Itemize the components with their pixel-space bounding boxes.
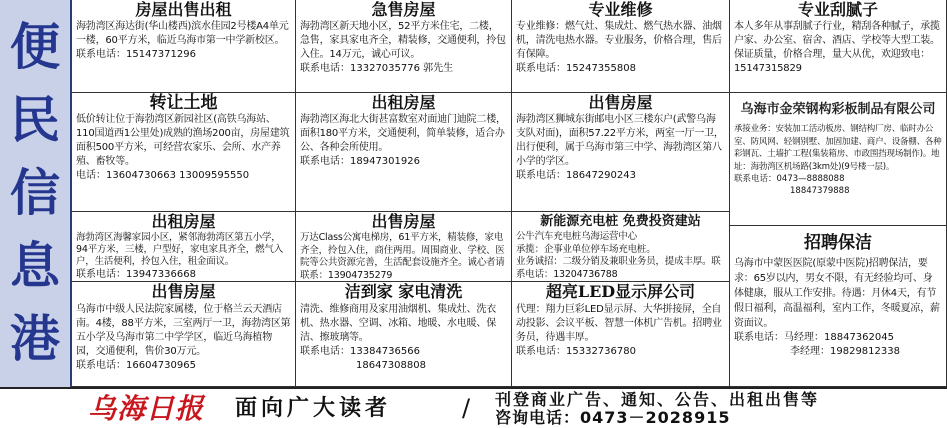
- ad-contact: 联系电话：13384736566: [300, 346, 420, 357]
- ad-led-display: [512, 282, 730, 387]
- ad-title: 新能源充电桩 免费投资建站: [540, 214, 701, 229]
- ad-contact: 联系电话：16604730965: [76, 360, 196, 371]
- ad-contact: 联系电话：15247355808: [516, 63, 636, 74]
- ad-body: 承接业务：安装加工活动板房、钢结构厂房、临时办公室、防风网、轻钢别墅、加固加建、商户、设备棚、各种彩钢瓦、土墙扩工程(集装箱房、市政围挡现场制作)。地址：海勃湾区机场路(3km处)(9号楼一层)。: [734, 124, 942, 172]
- ad-house-sale-rent: [72, 0, 296, 93]
- ad-repair: [512, 0, 730, 93]
- side-title-char: 港: [10, 309, 60, 368]
- ad-title: 招聘保洁: [804, 233, 872, 253]
- ad-land-transfer: [72, 93, 296, 212]
- footer-banner: [0, 387, 947, 428]
- ad-body: 海勃湾区海达街(华山楼西)滨水佳园2号楼A4单元一楼，60平方米，临近乌海市第一中学新校区。: [76, 21, 289, 46]
- banner-phone: 咨询电话：0473－2028915: [495, 408, 731, 427]
- ad-sale-apartment: [296, 212, 512, 282]
- ad-contact: 联系电话：15147371296: [76, 49, 196, 60]
- ad-rent-house: [296, 93, 512, 212]
- banner-slogan: 面向广大读者: [235, 395, 392, 421]
- ad-body: 代理：翔力巨彩LED显示屏、大华拼接屏，全自动投影、会议平板、智慧一体机广告机。招聘业务员，待遇丰厚。: [516, 304, 722, 343]
- ad-body: 海勃湾区狮城东街邮电小区三楼东户(武警乌海支队对面)，面积57.22平方米，两室一厅一卫，出行便利，属于乌海市第三中学、海勃湾区第八小学的学区。: [516, 114, 724, 167]
- ad-contact: 联系电话：13327035776 郭先生: [300, 63, 454, 74]
- ad-contact: 李经理：19829812338: [790, 346, 900, 357]
- side-title-char: 民: [10, 90, 60, 149]
- ad-title: 洁到家 家电清洗: [344, 282, 463, 301]
- banner-services: 刊登商业广告、通知、公告、出租出售等: [495, 390, 820, 409]
- ad-title: 乌海市金荣钢构彩板制品有限公司: [740, 102, 936, 117]
- ad-title: 出售房屋: [371, 212, 436, 231]
- ad-contact: 联系电话：13947336668: [76, 269, 196, 280]
- ad-body: 海勃湾区新天地小区，52平方米住宅，二楼，急售，家具家电齐全，精装修，交通便利，拎包入住。14万元，诚心可议。: [300, 21, 506, 60]
- ad-title: 房屋出售出租: [135, 0, 232, 19]
- ad-contact: 联系电话：18947301926: [300, 156, 420, 167]
- ad-title: 转让土地: [149, 93, 218, 113]
- ad-sale-house-court: [72, 282, 296, 387]
- ad-title: 出租房屋: [151, 212, 216, 231]
- ad-title: 出租房屋: [371, 93, 436, 112]
- ad-body: 海勃湾区海馨家园小区，紧邻海勃湾区第五小学，94平方米，三楼，户型好，家电家具齐全，燃气入户，生活便利，拎包入住，租金面议。: [76, 232, 283, 267]
- ad-title: 专业维修: [588, 0, 653, 19]
- ads-grid: [72, 0, 947, 387]
- ad-body: 公牛汽车充电桩乌海运营中心 承揽：企事业单位停车场充电桩。 业务诚招：二级分销及兼职业务员，提成丰厚。联系电话：13204736788: [516, 231, 721, 280]
- ad-body: 专业维修：燃气灶、集成灶、燃气热水器、油烟机，清洗电热水器。专业服务，价格合理，售后有保障。: [516, 21, 722, 60]
- ad-title: 专业刮腻子: [797, 0, 878, 19]
- ad-urgent-sale: [296, 0, 512, 93]
- ad-contact: 电话：13604730663 13009595550: [76, 170, 250, 181]
- ad-contact: 18847379888: [790, 186, 850, 196]
- ad-body: 清洗、维修商用及家用油烟机、集成灶、洗衣机、热水器、空调、冰箱、地暖、水电暖、保洁、擦玻璃等。: [300, 304, 496, 343]
- ad-putty: [730, 0, 947, 93]
- ad-body: 万达Class公寓电梯房，61平方米，精装修，家电齐全，拎包入住，商住两用。周围商业、学校、医院等公共资源完善，生活配套设施齐全。诚心者请联系：13904735279: [300, 232, 505, 281]
- side-title-char: 息: [10, 236, 60, 295]
- ad-title: 出售房屋: [588, 93, 653, 112]
- side-title-char: 便: [10, 17, 60, 76]
- ad-body: 海勃湾区海北大街甚富数室对面迪门迪院二楼，面积180平方米，交通便利，简单装修，适合办公、各种会所使用。: [300, 114, 506, 153]
- ad-contact: 联系电话：15332736780: [516, 346, 636, 357]
- ad-contact: 18647308808: [356, 360, 426, 371]
- ad-sale-house: [512, 93, 730, 212]
- ad-body: 乌海市中蒙医医院(原蒙中医院)招聘保洁，要求：65岁以内，男女不限，有无经验均可、身体健康，服从工作安排。待遇：月休4天，有节假日福利，高温福利，室内工作，冬暖夏凉，薪资面议。: [734, 258, 940, 329]
- ad-body: 乌海市中级人民法院家属楼，位于格兰云天酒店南。4楼，88平方米，三室两厅一卫，海勃湾区第五小学及乌海市第二中学学区，临近乌海植物园，交通便利，售价30万元。: [76, 304, 291, 357]
- ad-charging-pile: [512, 212, 730, 282]
- ad-title: 急售房屋: [371, 0, 436, 19]
- ad-body: 低价转让位于海勃湾区新园社区(高铁乌海站、110国道西1公里处)成熟的渔场200亩，房屋建筑面积500平方米，可经营农家乐、会所、水产养殖、畜牧等。: [76, 114, 290, 167]
- ad-body: 本人多年从事刮腻子行业，精刮各种腻子，承揽户家、办公室、宿舍、酒店、学校等大型工装。保证质量，价格合理，量大从优，欢迎致电：15147315829: [734, 21, 940, 74]
- ad-cleaner-recruit: [730, 226, 947, 387]
- ad-contact: 联系电话：18647290243: [516, 170, 636, 181]
- ad-title: 超亮LED显示屏公司: [545, 282, 696, 301]
- banner-divider: /: [462, 394, 471, 422]
- ad-appliance-cleaning: [296, 282, 512, 387]
- ad-title: 出售房屋: [151, 282, 216, 301]
- newspaper-logo: 乌海日报: [88, 392, 205, 425]
- ad-contact: 联系电话：0473—8888088: [734, 174, 845, 184]
- side-title-panel: [0, 0, 72, 387]
- ad-contact: 联系电话：马经理：18847362045: [734, 332, 894, 343]
- ad-rent-house-2: [72, 212, 296, 282]
- ad-steel-company: [730, 93, 947, 226]
- side-title-char: 信: [10, 163, 60, 222]
